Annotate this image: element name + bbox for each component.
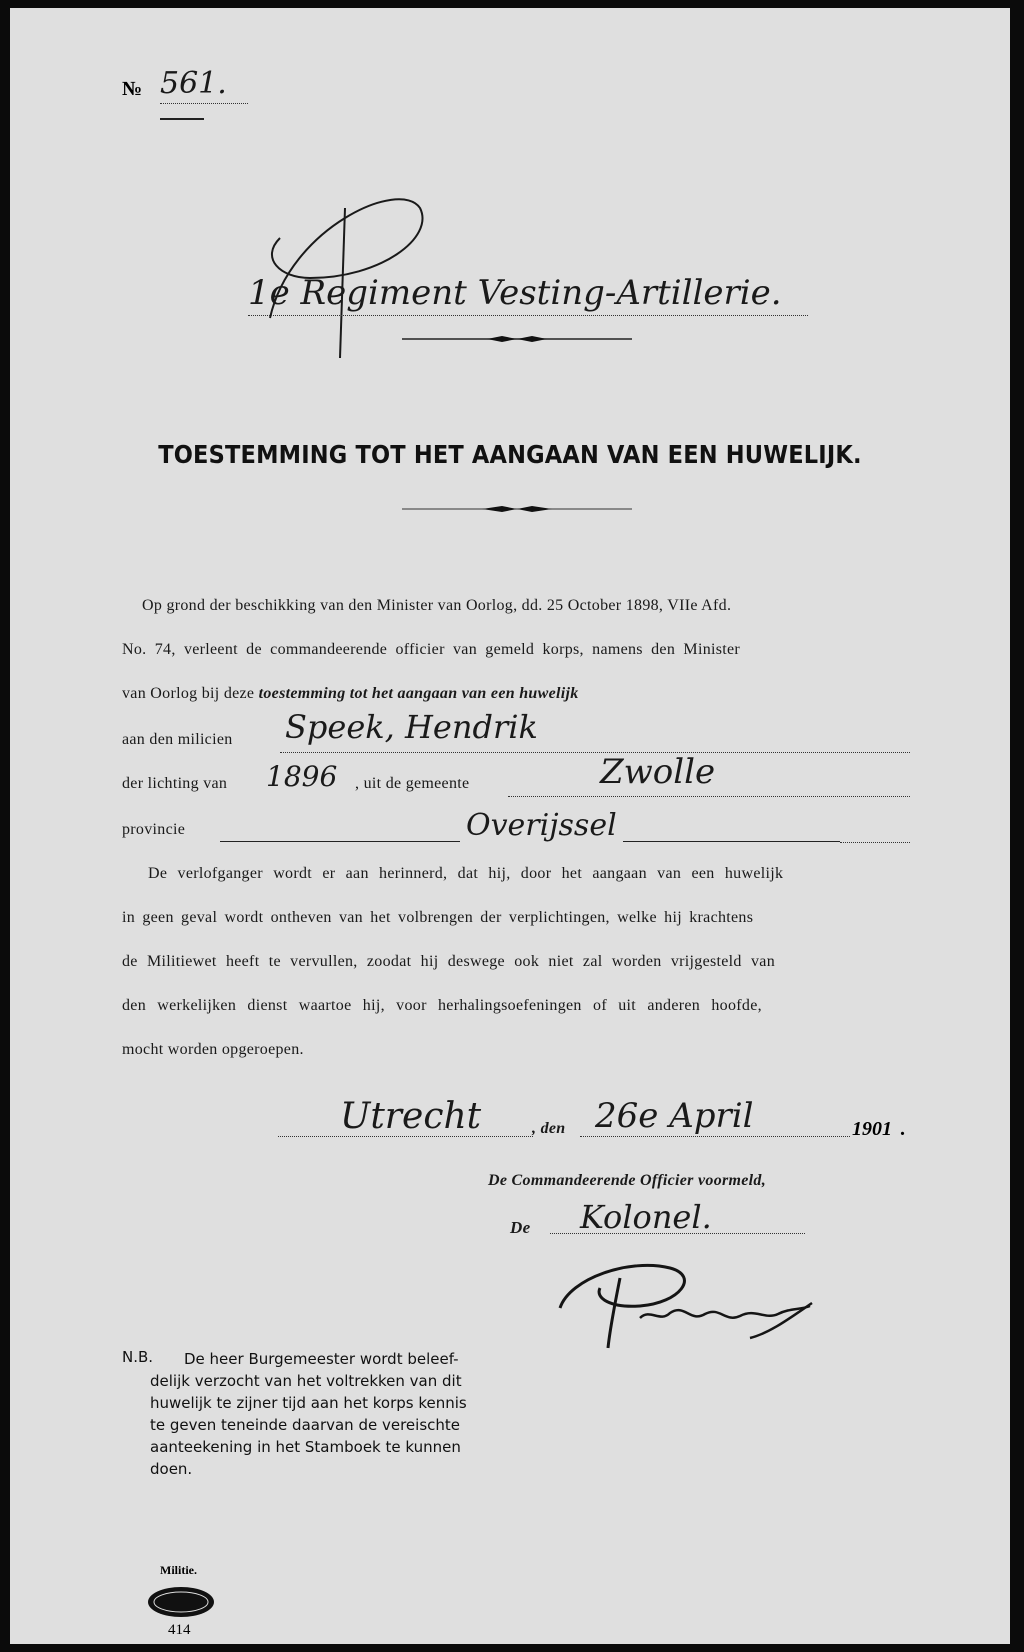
nb-line-5: aanteekening in het Stamboek te kunnen xyxy=(150,1438,461,1456)
gemeente-label: , uit de gemeente xyxy=(355,775,470,792)
gemeente-value: Zwolle xyxy=(600,752,716,792)
nb-line-2: delijk verzocht van het voltrekken van dit xyxy=(150,1372,462,1390)
provincie-label: provincie xyxy=(122,821,186,838)
year-period: . xyxy=(900,1118,905,1140)
intro-line-2: No. 74, verleent de commandeerende officier van gemeld korps, namens den Minister xyxy=(122,641,741,658)
militien-name: Speek, Hendrik xyxy=(285,708,538,746)
militien-label: aan den milicien xyxy=(122,731,233,748)
date: 26e April xyxy=(595,1096,754,1136)
nb-text xyxy=(150,1348,467,1480)
commander-rank: Kolonel. xyxy=(580,1198,712,1236)
reminder-line-1: De verlofganger wordt er aan herinnerd, dat hij, door het aangaan van een huwelijk xyxy=(148,865,784,882)
militien-line xyxy=(280,752,910,753)
signature-icon xyxy=(550,1248,830,1358)
document-sheet xyxy=(10,8,1010,1644)
form-number: 414 xyxy=(168,1622,191,1638)
commander-de-label: De xyxy=(510,1218,531,1237)
date-line xyxy=(580,1136,850,1137)
intro-line-3 xyxy=(122,685,579,703)
nb-line-1: De heer Burgemeester wordt beleef- xyxy=(184,1350,459,1368)
commander-heading: De Commandeerende Officier voormeld, xyxy=(488,1172,767,1189)
regiment-name: 1e Regiment Vesting-Artillerie. xyxy=(248,273,808,316)
reminder-line-2: in geen geval wordt ontheven van het volbrengen der verplichtingen, welke hij krachtens xyxy=(122,909,754,926)
number-underline xyxy=(160,118,204,120)
provincie-line-end xyxy=(840,842,910,843)
form-label: Militie. xyxy=(160,1563,197,1577)
title-ornament-icon xyxy=(402,504,632,514)
den-label: , den xyxy=(532,1120,566,1137)
provincie-value: Overijssel xyxy=(460,808,623,843)
place: Utrecht xyxy=(340,1096,482,1137)
regiment-ornament-icon xyxy=(402,334,632,344)
year: 1901 xyxy=(852,1118,892,1140)
reminder-line-5: mocht worden opgeroepen. xyxy=(122,1041,304,1058)
intro-line-3-text: van Oorlog bij deze xyxy=(122,685,255,702)
lichting-year: 1896 xyxy=(266,760,338,793)
nb-line-6: doen. xyxy=(150,1460,193,1478)
document-title: TOESTEMMING TOT HET AANGAAN VAN EEN HUWELIJK. xyxy=(158,440,862,469)
nb-line-3: huwelijk te zijner tijd aan het korps kennis xyxy=(150,1394,467,1412)
reminder-line-3: de Militiewet heeft te vervullen, zoodat hij deswege ook niet zal worden vrijgesteld van xyxy=(122,953,775,970)
nb-label: N.B. xyxy=(122,1348,154,1366)
gemeente-line xyxy=(508,796,910,797)
nb-line-4: te geven teneinde daarvan de vereischte xyxy=(150,1416,460,1434)
document-number: 561. xyxy=(160,66,248,104)
permission-phrase: toestemming tot het aangaan van een huwelijk xyxy=(258,685,579,702)
reminder-line-4: den werkelijken dienst waartoe hij, voor herhalingsoefeningen of uit anderen hoofde, xyxy=(122,997,762,1014)
intro-line-1: Op grond der beschikking van den Minister van Oorlog, dd. 25 October 1898, VIIe Afd. xyxy=(142,597,732,614)
lichting-label: der lichting van xyxy=(122,775,228,792)
number-prefix: № xyxy=(122,78,143,100)
printer-stamp-icon xyxy=(146,1585,216,1619)
